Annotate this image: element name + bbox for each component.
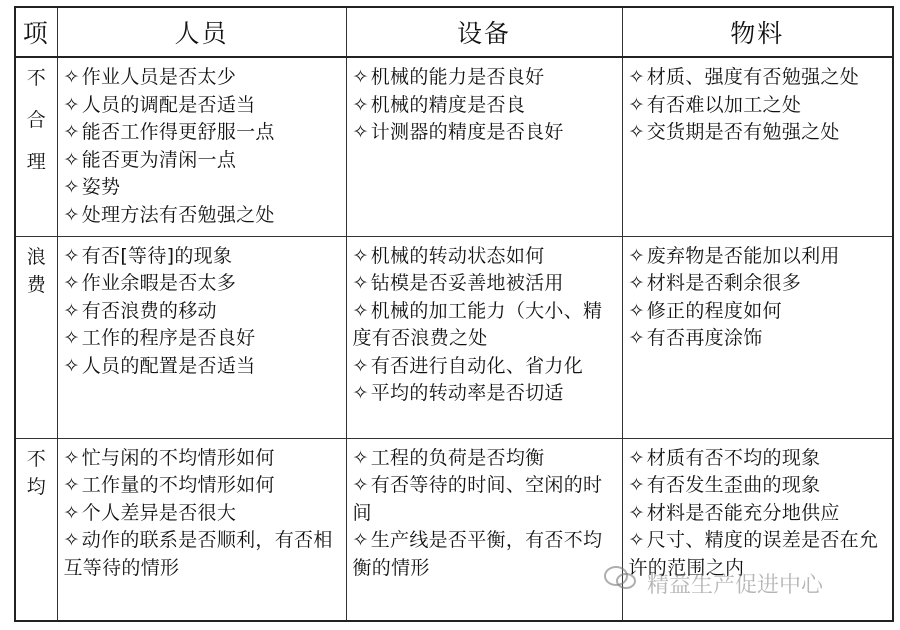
list-item-text: 姿势	[81, 176, 121, 198]
list-item-text: 平均的转动率是否切适	[370, 382, 564, 404]
header-equipment: 设备	[346, 7, 622, 57]
cell-materials	[622, 57, 893, 236]
wechat-icon	[600, 560, 640, 606]
row-label-char: 费	[26, 273, 46, 296]
diamond-bullet-icon: ✧	[352, 474, 369, 496]
diamond-bullet-icon: ✧	[628, 121, 645, 143]
row-label	[15, 236, 57, 438]
list-item-text: 有否再度涂饰	[646, 327, 763, 349]
list-item	[64, 472, 338, 500]
list-item	[64, 147, 338, 175]
diamond-bullet-icon: ✧	[63, 299, 80, 322]
list-item-text: 工作量的不均情形如何	[81, 474, 275, 496]
list-item	[629, 92, 885, 120]
diamond-bullet-icon: ✧	[63, 203, 80, 226]
diamond-bullet-icon: ✧	[352, 299, 369, 322]
list-item-text: 工作的程序是否良好	[81, 327, 256, 349]
row-label-char: 合	[26, 109, 46, 131]
row-label-char: 不	[26, 67, 46, 89]
list-item-text: 材质、强度有否勉强之处	[646, 66, 860, 88]
list-item	[629, 119, 885, 147]
list-item-text: 机械的能力是否良好	[370, 66, 545, 88]
list-item	[353, 92, 614, 120]
diamond-bullet-icon: ✧	[628, 93, 645, 116]
list-item	[64, 353, 338, 381]
diamond-bullet-icon: ✧	[63, 474, 80, 496]
diamond-bullet-icon: ✧	[63, 354, 80, 377]
list-item	[64, 298, 338, 326]
row-label	[15, 438, 57, 621]
list-item	[64, 243, 338, 271]
list-item-text: 交货期是否有勉强之处	[646, 121, 840, 143]
list-item	[353, 298, 614, 353]
list-item-text: 有否发生歪曲的现象	[646, 474, 821, 496]
header-item: 项	[15, 7, 57, 57]
row-label-char: 理	[26, 151, 46, 173]
list-item	[64, 64, 338, 92]
list-item-text: 能否工作得更舒服一点	[81, 121, 275, 143]
diamond-bullet-icon: ✧	[352, 529, 369, 551]
list-item	[353, 380, 614, 408]
list-item-text: 材料是否能充分地供应	[646, 501, 840, 524]
cell-materials	[622, 236, 893, 438]
list-item	[629, 64, 885, 92]
diamond-bullet-icon: ✧	[628, 501, 645, 524]
list-item-text: 尺寸、精度的误差是否在允许的范围之内	[628, 529, 879, 579]
diamond-bullet-icon: ✧	[628, 272, 645, 294]
diamond-bullet-icon: ✧	[63, 501, 80, 524]
diamond-bullet-icon: ✧	[628, 66, 645, 88]
list-item-text: 人员的配置是否适当	[81, 354, 256, 377]
diamond-bullet-icon: ✧	[352, 272, 369, 294]
diamond-bullet-icon: ✧	[628, 474, 645, 496]
list-item-text: 动作的联系是否顺利，有否相互等待的情形	[63, 529, 333, 579]
list-item-text: 有否[等待]的现象	[81, 244, 233, 267]
list-item	[64, 202, 338, 230]
list-item	[64, 270, 338, 298]
diamond-bullet-icon: ✧	[352, 244, 369, 267]
diamond-bullet-icon: ✧	[63, 529, 80, 551]
list-item-text: 处理方法有否勉强之处	[81, 203, 275, 226]
list-item	[353, 353, 614, 381]
diamond-bullet-icon: ✧	[63, 272, 80, 294]
row-label	[15, 57, 57, 236]
diamond-bullet-icon: ✧	[628, 299, 645, 322]
comparison-table	[14, 6, 894, 622]
list-item-text: 机械的转动状态如何	[370, 244, 545, 267]
diamond-bullet-icon: ✧	[628, 446, 645, 469]
list-item	[629, 445, 885, 473]
list-item-text: 有否浪费的移动	[81, 299, 217, 322]
diamond-bullet-icon: ✧	[352, 382, 369, 404]
diamond-bullet-icon: ✧	[352, 66, 369, 88]
diamond-bullet-icon: ✧	[628, 529, 645, 551]
diamond-bullet-icon: ✧	[63, 244, 80, 267]
diamond-bullet-icon: ✧	[63, 148, 80, 171]
list-item	[64, 92, 338, 120]
list-item	[64, 325, 338, 353]
list-item	[629, 472, 885, 500]
diamond-bullet-icon: ✧	[63, 121, 80, 143]
list-item-text: 机械的精度是否良	[370, 93, 526, 116]
watermark	[600, 560, 870, 606]
header-materials: 物料	[622, 7, 893, 57]
header-row	[15, 7, 893, 57]
list-item-text: 有否等待的时间、空闲的时间	[352, 474, 603, 524]
list-item-text: 材质有否不均的现象	[646, 446, 821, 469]
cell-equipment	[346, 438, 622, 621]
diamond-bullet-icon: ✧	[352, 121, 369, 143]
cell-equipment	[346, 57, 622, 236]
list-item-text: 计测器的精度是否良好	[370, 121, 564, 143]
list-item-text: 废弃物是否能加以利用	[646, 244, 840, 267]
list-item	[629, 500, 885, 528]
header-personnel: 人员	[57, 7, 346, 57]
list-item	[64, 445, 338, 473]
list-item-text: 有否难以加工之处	[646, 93, 802, 116]
list-item-text: 忙与闲的不均情形如何	[81, 446, 275, 469]
diamond-bullet-icon: ✧	[352, 93, 369, 116]
cell-personnel	[57, 438, 346, 621]
list-item	[629, 298, 885, 326]
row-label-char: 均	[26, 475, 46, 498]
list-item	[64, 119, 338, 147]
list-item-text: 个人差异是否很大	[81, 501, 237, 524]
diamond-bullet-icon: ✧	[352, 446, 369, 469]
list-item-text: 生产线是否平衡，有否不均衡的情形	[352, 529, 603, 579]
diamond-bullet-icon: ✧	[63, 93, 80, 116]
list-item-text: 钻模是否妥善地被活用	[370, 272, 564, 294]
list-item-text: 能否更为清闲一点	[81, 148, 237, 171]
list-item	[353, 119, 614, 147]
list-item-text: 有否进行自动化、省力化	[370, 354, 584, 377]
row-label-char: 浪	[26, 245, 46, 268]
list-item	[353, 64, 614, 92]
table-row	[15, 236, 893, 438]
list-item	[64, 500, 338, 528]
list-item	[353, 243, 614, 271]
list-item-text: 修正的程度如何	[646, 299, 782, 322]
list-item	[64, 174, 338, 202]
list-item-text: 人员的调配是否适当	[81, 93, 256, 116]
diamond-bullet-icon: ✧	[63, 176, 80, 198]
cell-equipment	[346, 236, 622, 438]
cell-personnel	[57, 57, 346, 236]
list-item	[629, 243, 885, 271]
table-row	[15, 57, 893, 236]
diamond-bullet-icon: ✧	[352, 354, 369, 377]
list-item	[64, 527, 338, 582]
list-item	[629, 325, 885, 353]
diamond-bullet-icon: ✧	[63, 66, 80, 88]
cell-personnel	[57, 236, 346, 438]
list-item	[353, 270, 614, 298]
row-label-char: 不	[26, 447, 46, 470]
table-body	[15, 57, 893, 621]
list-item-text: 作业人员是否太少	[81, 66, 237, 88]
list-item	[353, 472, 614, 527]
watermark-text: 精益生产促进中心	[647, 573, 824, 598]
diamond-bullet-icon: ✧	[63, 446, 80, 469]
list-item-text: 作业余暇是否太多	[81, 272, 237, 294]
diamond-bullet-icon: ✧	[628, 327, 645, 349]
list-item-text: 机械的加工能力（大小、精度有否浪费之处	[352, 299, 603, 349]
list-item	[353, 445, 614, 473]
list-item-text: 工程的负荷是否均衡	[370, 446, 545, 469]
list-item	[353, 527, 614, 582]
diamond-bullet-icon: ✧	[628, 244, 645, 267]
diamond-bullet-icon: ✧	[63, 327, 80, 349]
list-item-text: 材料是否剩余很多	[646, 272, 802, 294]
list-item	[629, 270, 885, 298]
